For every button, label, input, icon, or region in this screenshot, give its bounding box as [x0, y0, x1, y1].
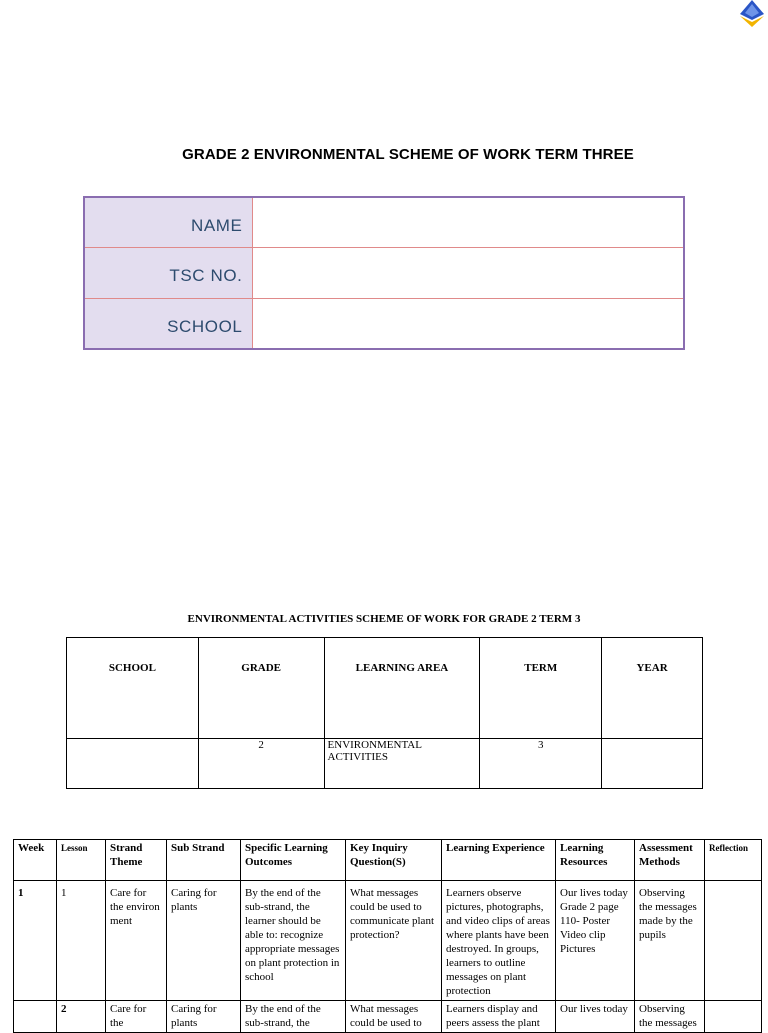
header-learning-experience: Learning Experience — [442, 840, 556, 881]
learning-experience-cell: Learners display and peers assess the plant — [442, 1001, 556, 1033]
strand-theme-cell: Care for the environ ment — [106, 881, 167, 1001]
reflection-cell — [705, 1001, 762, 1033]
assessment-methods-cell: Observing the messages made by the pupils — [635, 881, 705, 1001]
header-lesson: Lesson — [57, 840, 106, 881]
header-specific-learning-outcomes: Specific Learning Outcomes — [241, 840, 346, 881]
learning-outcomes-cell: By the end of the sub-strand, the — [241, 1001, 346, 1033]
name-label: NAME — [84, 197, 252, 248]
header-assessment-methods: Assessment Methods — [635, 840, 705, 881]
summary-table — [66, 637, 703, 789]
school-field[interactable] — [252, 298, 684, 349]
info-row-tsc — [84, 248, 684, 299]
info-row-name — [84, 197, 684, 248]
tsc-no-label: TSC NO. — [84, 248, 252, 299]
assessment-methods-cell: Observing the messages — [635, 1001, 705, 1033]
teacher-info-table — [83, 196, 685, 350]
lesson-cell: 1 — [57, 881, 106, 1001]
summary-grade-value: 2 — [198, 739, 324, 789]
header-week: Week — [14, 840, 57, 881]
summary-header-learning-area: LEARNING AREA — [324, 638, 480, 739]
sub-strand-cell: Caring for plants — [167, 1001, 241, 1033]
header-learning-resources: Learning Resources — [556, 840, 635, 881]
learning-experience-cell: Learners observe pictures, photographs, and video clips of areas where plants have been destroyed. In groups, learners to outline messages on plant protection — [442, 881, 556, 1001]
name-field[interactable] — [252, 197, 684, 248]
diamond-logo-icon — [736, 0, 768, 28]
summary-header-school: SCHOOL — [67, 638, 199, 739]
summary-header-row — [67, 638, 703, 739]
scheme-header-row — [14, 840, 762, 881]
sub-strand-cell: Caring for plants — [167, 881, 241, 1001]
school-label: SCHOOL — [84, 298, 252, 349]
summary-school-value — [67, 739, 199, 789]
summary-header-grade: GRADE — [198, 638, 324, 739]
header-key-inquiry-questions: Key Inquiry Question(S) — [346, 840, 442, 881]
lesson-cell: 2 — [57, 1001, 106, 1033]
info-row-school — [84, 298, 684, 349]
learning-outcomes-cell: By the end of the sub-strand, the learner should be able to: recognize appropriate messages on plant protection in school — [241, 881, 346, 1001]
learning-resources-cell: Our lives today Grade 2 page 110- Poster Video clip Pictures — [556, 881, 635, 1001]
scheme-of-work-table — [13, 839, 762, 1033]
header-strand-theme: Strand Theme — [106, 840, 167, 881]
summary-value-row — [67, 739, 703, 789]
table-row — [14, 881, 762, 1001]
strand-theme-cell: Care for the — [106, 1001, 167, 1033]
summary-header-year: YEAR — [602, 638, 703, 739]
week-cell: 1 — [14, 881, 57, 1001]
scheme-subtitle: ENVIRONMENTAL ACTIVITIES SCHEME OF WORK FOR GRADE 2 TERM 3 — [187, 613, 581, 625]
reflection-cell — [705, 881, 762, 1001]
summary-learning-area-value: ENVIRONMENTAL ACTIVITIES — [324, 739, 480, 789]
learning-resources-cell: Our lives today — [556, 1001, 635, 1033]
week-cell — [14, 1001, 57, 1033]
page-title: GRADE 2 ENVIRONMENTAL SCHEME OF WORK TERM THREE — [182, 146, 634, 163]
table-row — [14, 1001, 762, 1033]
tsc-no-field[interactable] — [252, 248, 684, 299]
inquiry-question-cell: What messages could be used to communicate plant protection? — [346, 881, 442, 1001]
header-sub-strand: Sub Strand — [167, 840, 241, 881]
summary-header-term: TERM — [480, 638, 602, 739]
inquiry-question-cell: What messages could be used to — [346, 1001, 442, 1033]
header-reflection: Reflection — [705, 840, 762, 881]
summary-year-value — [602, 739, 703, 789]
summary-term-value: 3 — [480, 739, 602, 789]
